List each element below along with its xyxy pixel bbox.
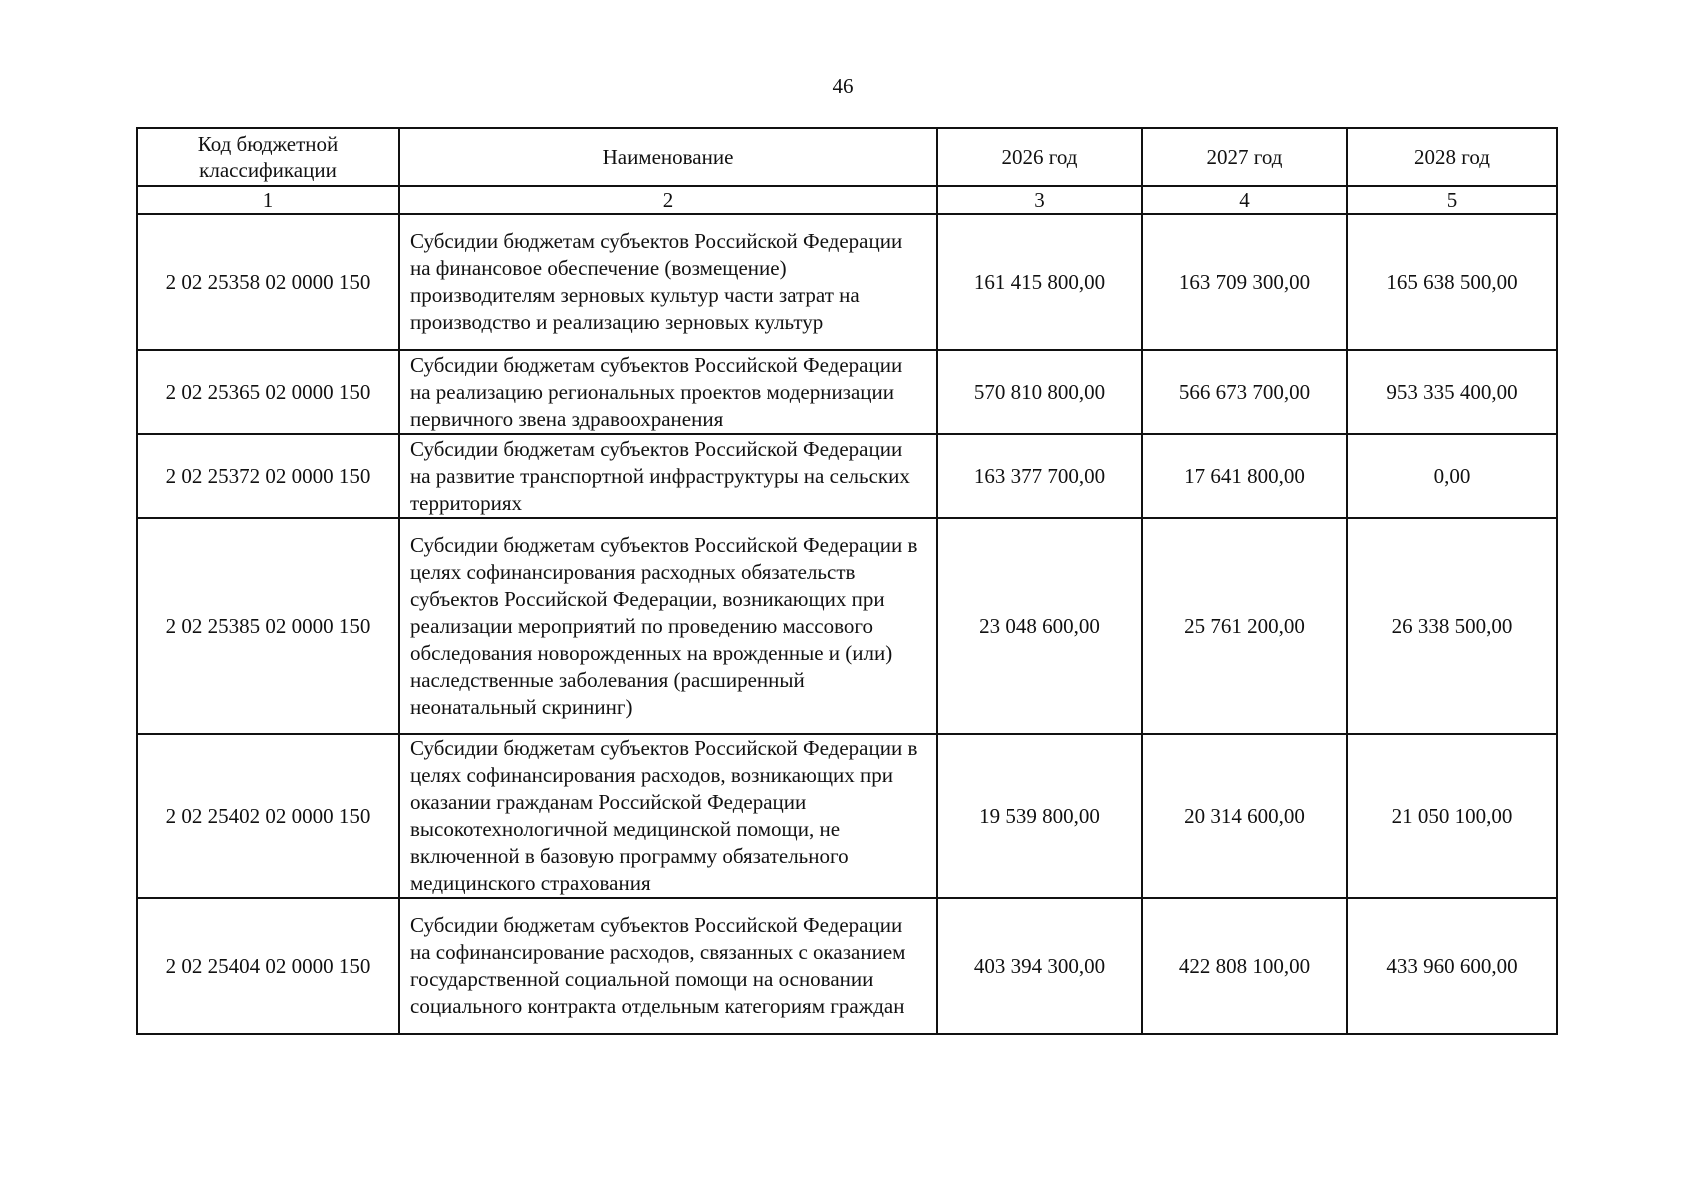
header-code: Код бюджетной классификации [137, 128, 399, 186]
row-code: 2 02 25385 02 0000 150 [137, 518, 399, 734]
row-code: 2 02 25358 02 0000 150 [137, 214, 399, 350]
row-amount-2027: 20 314 600,00 [1142, 734, 1347, 898]
row-amount-2026: 403 394 300,00 [937, 898, 1142, 1034]
budget-table [136, 127, 1558, 1035]
table-row [137, 898, 1557, 1034]
column-number: 2 [399, 186, 937, 214]
row-amount-2027: 566 673 700,00 [1142, 350, 1347, 434]
row-name: Субсидии бюджетам субъектов Российской Федерации на софинансирование расходов, связанных с оказанием государственной социальной помощи на основании социального контракта отдельным категориям граждан [399, 898, 937, 1034]
row-amount-2027: 25 761 200,00 [1142, 518, 1347, 734]
column-number: 1 [137, 186, 399, 214]
row-amount-2026: 19 539 800,00 [937, 734, 1142, 898]
table-row [137, 350, 1557, 434]
column-number: 4 [1142, 186, 1347, 214]
header-name: Наименование [399, 128, 937, 186]
column-number-row [137, 186, 1557, 214]
row-amount-2026: 23 048 600,00 [937, 518, 1142, 734]
row-name: Субсидии бюджетам субъектов Российской Федерации в целях софинансирования расходных обязательств субъектов Российской Федерации, возникающих при реализации мероприятий по проведению массового обследования новорожденных на врожденные и (или) наследственные заболевания (расширенный неонатальный скрининг) [399, 518, 937, 734]
row-name: Субсидии бюджетам субъектов Российской Федерации на развитие транспортной инфраструктуры на сельских территориях [399, 434, 937, 518]
row-amount-2026: 161 415 800,00 [937, 214, 1142, 350]
header-2027: 2027 год [1142, 128, 1347, 186]
row-code: 2 02 25365 02 0000 150 [137, 350, 399, 434]
page-number: 46 [832, 74, 854, 98]
column-number: 5 [1347, 186, 1557, 214]
table-row [137, 734, 1557, 898]
row-amount-2026: 163 377 700,00 [937, 434, 1142, 518]
table-row [137, 214, 1557, 350]
row-amount-2028: 953 335 400,00 [1347, 350, 1557, 434]
table-row [137, 434, 1557, 518]
row-amount-2028: 26 338 500,00 [1347, 518, 1557, 734]
row-amount-2027: 422 808 100,00 [1142, 898, 1347, 1034]
row-name: Субсидии бюджетам субъектов Российской Федерации в целях софинансирования расходов, возникающих при оказании гражданам Российской Федерации высокотехнологичной медицинской помощи, не включенной в базовую программу обязательного медицинского страхования [399, 734, 937, 898]
column-number: 3 [937, 186, 1142, 214]
row-amount-2028: 165 638 500,00 [1347, 214, 1557, 350]
row-amount-2028: 21 050 100,00 [1347, 734, 1557, 898]
row-amount-2027: 163 709 300,00 [1142, 214, 1347, 350]
row-amount-2028: 433 960 600,00 [1347, 898, 1557, 1034]
row-code: 2 02 25372 02 0000 150 [137, 434, 399, 518]
row-code: 2 02 25404 02 0000 150 [137, 898, 399, 1034]
row-amount-2027: 17 641 800,00 [1142, 434, 1347, 518]
header-2028: 2028 год [1347, 128, 1557, 186]
row-amount-2028: 0,00 [1347, 434, 1557, 518]
row-name: Субсидии бюджетам субъектов Российской Федерации на финансовое обеспечение (возмещение) производителям зерновых культур части затрат на производство и реализацию зерновых культур [399, 214, 937, 350]
table-header-row [137, 128, 1557, 186]
row-code: 2 02 25402 02 0000 150 [137, 734, 399, 898]
row-name: Субсидии бюджетам субъектов Российской Федерации на реализацию региональных проектов модернизации первичного звена здравоохранения [399, 350, 937, 434]
table-row [137, 518, 1557, 734]
header-2026: 2026 год [937, 128, 1142, 186]
row-amount-2026: 570 810 800,00 [937, 350, 1142, 434]
